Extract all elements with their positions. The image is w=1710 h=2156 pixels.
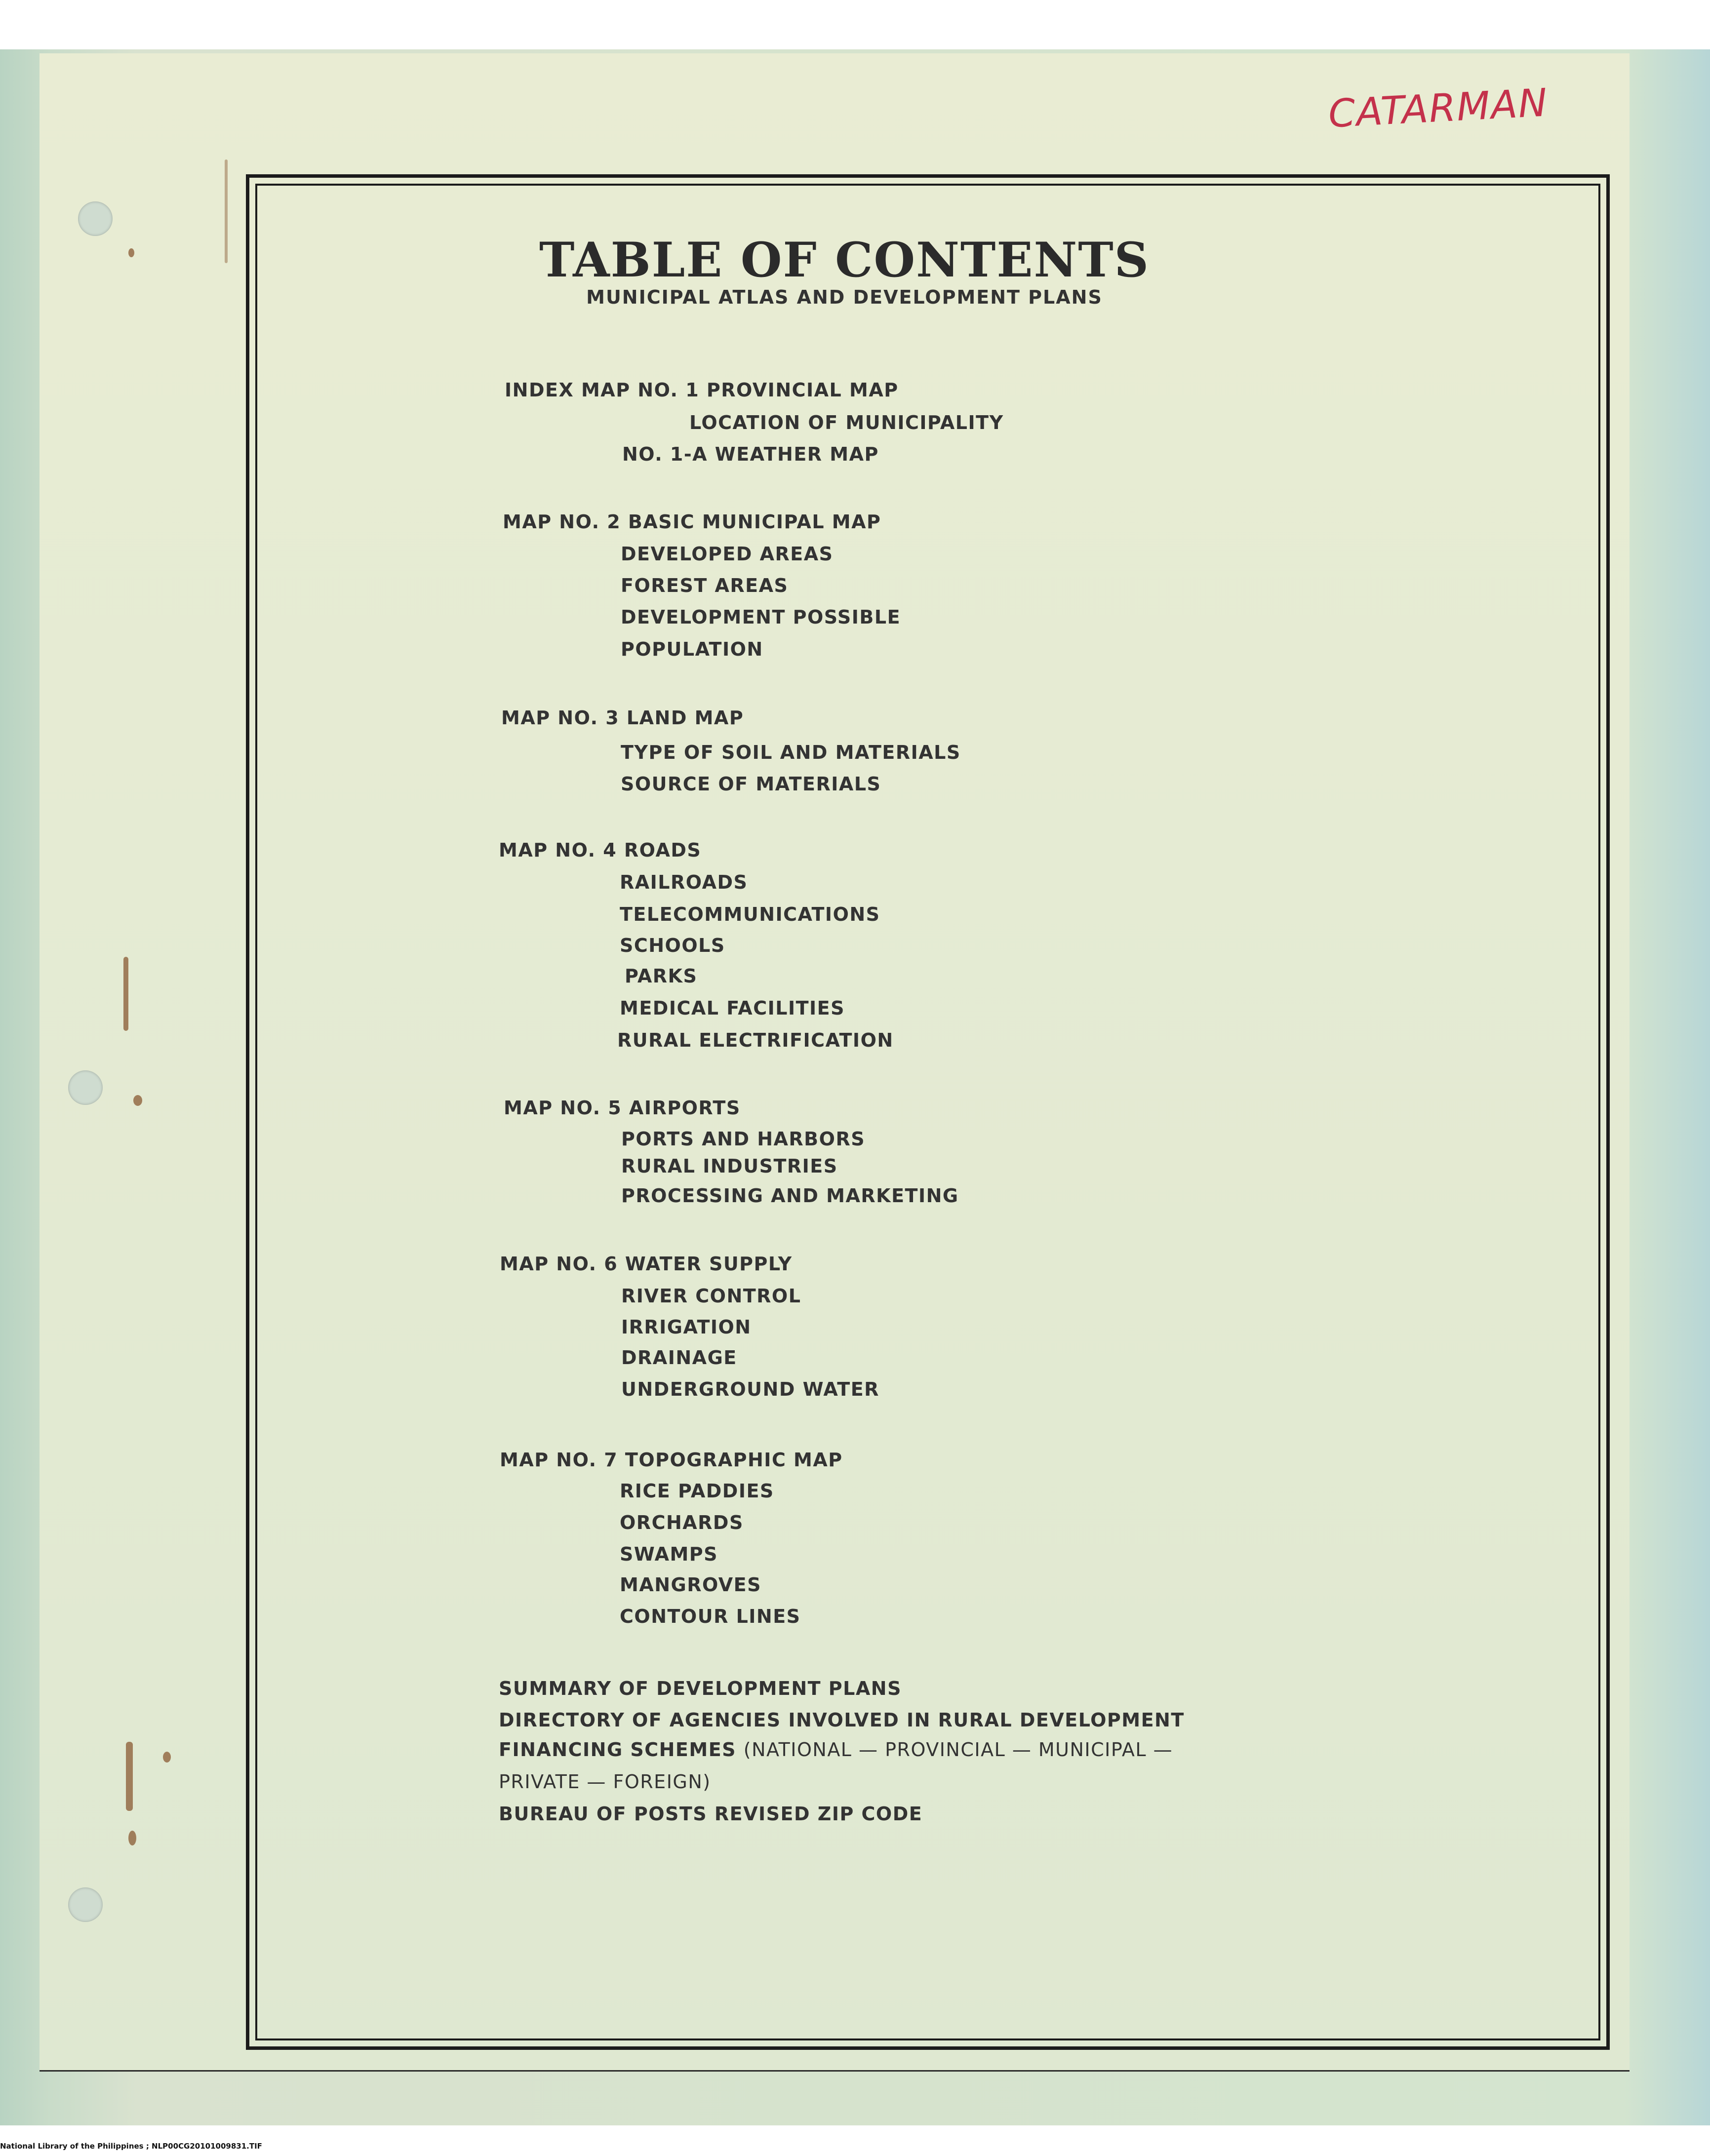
page-title: TABLE OF CONTENTS [539, 232, 1150, 288]
page-border-inner [255, 184, 1600, 2040]
toc-subentry: SOURCE OF MATERIALS [621, 773, 881, 795]
rust-stain [133, 1095, 142, 1106]
toc-subentry: TYPE OF SOIL AND MATERIALS [621, 742, 961, 763]
toc-entry-map-7: MAP NO. 7 TOPOGRAPHIC MAP [500, 1449, 843, 1471]
toc-subentry: MEDICAL FACILITIES [620, 997, 845, 1019]
scan-footer-caption: National Library of the Philippines ; NLP00CG20101009831.TIF [0, 2142, 262, 2151]
toc-subentry: ORCHARDS [620, 1512, 744, 1533]
toc-subentry: CONTOUR LINES [620, 1606, 801, 1627]
toc-subentry: RURAL INDUSTRIES [621, 1155, 838, 1177]
toc-entry-map-4: MAP NO. 4 ROADS [499, 839, 702, 861]
toc-entry-summary: SUMMARY OF DEVELOPMENT PLANS [499, 1678, 902, 1699]
toc-subentry: LOCATION OF MUNICIPALITY [689, 412, 1004, 433]
financing-detail-cont: PRIVATE — FOREIGN) [499, 1771, 711, 1793]
toc-subentry: DEVELOPMENT POSSIBLE [621, 606, 901, 628]
toc-entry-map-6: MAP NO. 6 WATER SUPPLY [500, 1253, 793, 1275]
punch-hole [68, 1887, 103, 1922]
toc-subentry: SWAMPS [620, 1543, 718, 1565]
rust-stain [128, 1831, 136, 1845]
page-subtitle: MUNICIPAL ATLAS AND DEVELOPMENT PLANS [586, 286, 1103, 308]
handwritten-note: CATARMAN [1327, 80, 1550, 137]
toc-subentry: PARKS [625, 965, 698, 987]
rust-stain [126, 1742, 133, 1811]
toc-subentry: IRRIGATION [621, 1316, 752, 1338]
toc-entry-map-3: MAP NO. 3 LAND MAP [501, 707, 744, 729]
rust-stain [163, 1752, 171, 1763]
toc-entry-directory: DIRECTORY OF AGENCIES INVOLVED IN RURAL DEVELOPMENT [499, 1709, 1185, 1731]
punch-hole [78, 201, 113, 236]
toc-subentry: UNDERGROUND WATER [621, 1378, 879, 1400]
toc-subentry: MANGROVES [620, 1574, 761, 1596]
document-page [40, 53, 1630, 2072]
rust-stain [123, 957, 128, 1031]
toc-subentry: RAILROADS [620, 871, 748, 893]
toc-entry-financing [499, 1739, 1173, 1761]
toc-subentry: SCHOOLS [620, 935, 725, 956]
toc-subentry: DRAINAGE [621, 1347, 737, 1369]
toc-subentry: NO. 1-A WEATHER MAP [622, 443, 879, 465]
toc-subentry: PROCESSING AND MARKETING [621, 1185, 959, 1207]
toc-subentry: POPULATION [621, 638, 763, 660]
toc-entry-financing-cont [499, 1771, 711, 1793]
toc-subentry: RURAL ELECTRIFICATION [617, 1029, 894, 1051]
punch-hole [68, 1070, 103, 1105]
financing-detail: (NATIONAL — PROVINCIAL — MUNICIPAL — [743, 1739, 1173, 1761]
rust-stain [128, 248, 134, 257]
toc-entry-zip-code: BUREAU OF POSTS REVISED ZIP CODE [499, 1803, 923, 1825]
toc-entry-map-5: MAP NO. 5 AIRPORTS [504, 1097, 741, 1119]
financing-label: FINANCING SCHEMES [499, 1739, 737, 1761]
rust-stain [225, 159, 228, 263]
page-border [246, 174, 1610, 2050]
toc-entry-index-map: INDEX MAP NO. 1 PROVINCIAL MAP [505, 379, 899, 401]
toc-entry-map-2: MAP NO. 2 BASIC MUNICIPAL MAP [503, 511, 881, 533]
toc-subentry: DEVELOPED AREAS [621, 543, 834, 565]
toc-subentry: TELECOMMUNICATIONS [620, 903, 880, 925]
toc-subentry: FOREST AREAS [621, 575, 789, 596]
toc-subentry: RIVER CONTROL [621, 1285, 801, 1307]
toc-subentry: RICE PADDIES [620, 1480, 774, 1502]
toc-subentry: PORTS AND HARBORS [621, 1128, 866, 1150]
